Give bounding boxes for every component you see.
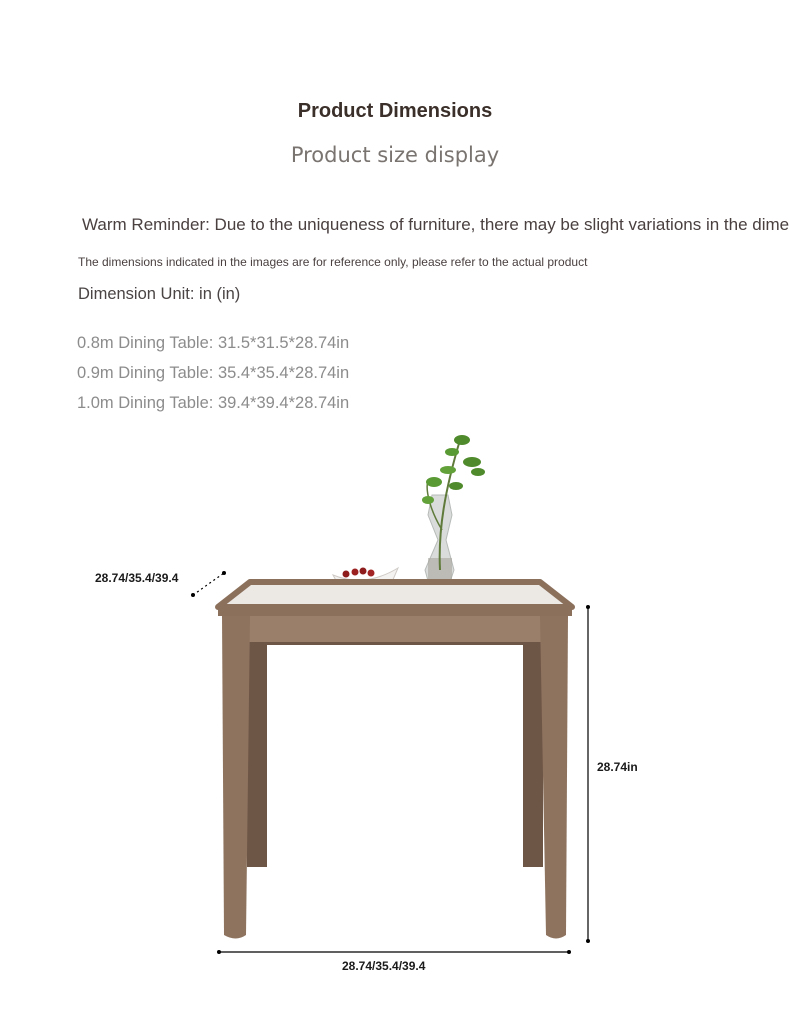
dining-table	[218, 582, 572, 939]
height-dimension-label: 28.74in	[597, 760, 638, 774]
depth-dimension-label: 28.74/35.4/39.4	[95, 571, 179, 585]
vase-with-plant	[422, 435, 485, 588]
warm-reminder: Warm Reminder: Due to the uniqueness of furniture, there may be slight variations in the dime	[82, 215, 790, 234]
dimension-unit: Dimension Unit: in (in)	[78, 285, 241, 303]
page-title: Product Dimensions	[297, 100, 493, 122]
spec-list	[77, 328, 349, 418]
dining-table-illustration	[0, 420, 790, 1000]
width-dimension-label: 28.74/35.4/39.4	[342, 959, 426, 973]
page-subtitle: Product size display	[290, 143, 500, 167]
reference-note: The dimensions indicated in the images are for reference only, please refer to the actual product	[78, 255, 588, 269]
depth-dimension-line	[191, 571, 226, 597]
width-dimension-line	[217, 950, 571, 954]
spec-item: 0.9m Dining Table: 35.4*35.4*28.74in	[77, 364, 350, 382]
height-dimension-line	[586, 605, 590, 943]
spec-item: 1.0m Dining Table: 39.4*39.4*28.74in	[77, 394, 350, 412]
spec-item: 0.8m Dining Table: 31.5*31.5*28.74in	[77, 334, 350, 352]
